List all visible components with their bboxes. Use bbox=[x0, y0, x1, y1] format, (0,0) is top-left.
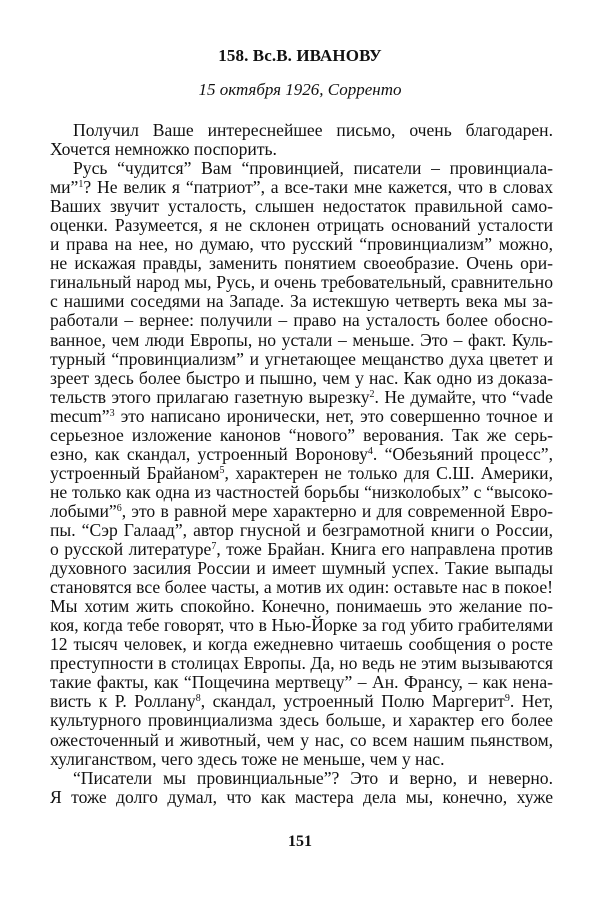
text-run: ожесточенный и животный, чем у нас, со всем нашим пьянством, bbox=[50, 729, 553, 750]
text-run: гинальный народ мы, Русь, и очень требовательный, сравнительно bbox=[50, 272, 553, 293]
text-line bbox=[50, 731, 553, 750]
text-line bbox=[50, 273, 553, 292]
text-line bbox=[50, 407, 553, 426]
text-line bbox=[50, 121, 553, 140]
text-run: культурного провинциализма здесь больше, и характер его более bbox=[50, 710, 553, 731]
text-run: о русской литературе bbox=[50, 539, 212, 560]
text-line-content bbox=[50, 483, 553, 502]
text-line-content bbox=[73, 121, 553, 140]
text-line bbox=[50, 540, 553, 559]
text-line bbox=[50, 559, 553, 578]
text-line-content bbox=[50, 788, 553, 807]
text-run: с нашими соседями на Западе. За истекшую четверть века мы за- bbox=[50, 291, 553, 312]
text-run: , тоже Брайан. Книга его направлена против bbox=[216, 539, 553, 560]
text-line-content bbox=[50, 597, 553, 616]
text-run: тельств этого прилагаю газетную вырезку bbox=[50, 386, 370, 407]
text-line-content bbox=[73, 769, 553, 788]
text-line bbox=[50, 178, 553, 197]
text-line-content bbox=[50, 616, 553, 635]
text-run: серьезное изложение канонов “нового” верования. Так же серь- bbox=[50, 424, 553, 445]
text-run: “Писатели мы провинциальные”? Это и верно, и неверно. bbox=[73, 767, 553, 788]
text-line bbox=[50, 350, 553, 369]
text-run: Русь “чудится” Вам “провинцией, писатели – провинциала- bbox=[73, 158, 553, 179]
text-run: , скандал, устроенный Полю Маргерит bbox=[200, 691, 505, 712]
letter-dateline: 15 октября 1926, Сорренто bbox=[198, 80, 402, 99]
text-line-content bbox=[50, 521, 553, 540]
letter-body bbox=[50, 121, 553, 807]
text-run: Мы хотим жить спокойно. Конечно, понимаешь это желание по- bbox=[50, 596, 553, 617]
text-run: ми” bbox=[50, 177, 79, 198]
text-line-content bbox=[50, 711, 553, 730]
text-line-content bbox=[50, 673, 553, 692]
text-line bbox=[50, 769, 553, 788]
text-run: коя, когда тебе говорят, что в Нью-Йорке за год убито грабителями bbox=[50, 615, 553, 636]
text-line bbox=[50, 235, 553, 254]
text-line-content bbox=[50, 654, 553, 673]
text-line bbox=[50, 369, 553, 388]
footnote-marker: 8 bbox=[195, 693, 201, 705]
footnote-marker: 5 bbox=[219, 464, 225, 476]
text-run: , это в равной мере характерно и для современной Евро- bbox=[121, 500, 553, 521]
text-line bbox=[50, 635, 553, 654]
text-line bbox=[50, 654, 553, 673]
text-run: . Нет, bbox=[509, 691, 553, 712]
text-line-content bbox=[50, 502, 553, 521]
text-line bbox=[50, 140, 553, 159]
text-line-content bbox=[50, 578, 553, 597]
text-line-content bbox=[50, 311, 553, 330]
text-run: становятся все более часты, а мотив их один: оставьте нас в покое! bbox=[50, 577, 553, 598]
text-line bbox=[50, 750, 553, 769]
text-line bbox=[50, 159, 553, 178]
text-line-content bbox=[50, 540, 553, 559]
text-run: Я тоже долго думал, что как мастера дела мы, конечно, хуже bbox=[50, 786, 553, 807]
text-run: пы. “Сэр Галаад”, автор гнусной и безграмотной книги о России, bbox=[50, 519, 553, 540]
text-line bbox=[50, 673, 553, 692]
footnote-marker: 3 bbox=[109, 407, 115, 419]
text-line bbox=[50, 216, 553, 235]
text-line bbox=[50, 521, 553, 540]
text-run: . Не думайте, что “vade bbox=[374, 386, 553, 407]
text-run: 12 тысяч человек, и когда ежедневно читаешь сообщения о росте bbox=[50, 634, 553, 655]
text-line-content bbox=[50, 369, 553, 388]
text-line bbox=[50, 711, 553, 730]
text-line bbox=[50, 692, 553, 711]
text-line bbox=[50, 578, 553, 597]
text-run: лобыми” bbox=[50, 500, 117, 521]
text-run: . “Обезьяний процесс”, bbox=[372, 443, 553, 464]
text-line bbox=[50, 331, 553, 350]
text-run: ванное, чем люди Европы, но устали – меньше. Это – факт. Куль- bbox=[50, 329, 553, 350]
text-line-content bbox=[50, 388, 553, 407]
page-number: 151 bbox=[288, 833, 312, 850]
text-line-content bbox=[50, 273, 553, 292]
text-run: не только как одна из частностей борьбы “низколобых” с “высоко- bbox=[50, 481, 553, 502]
text-run: зреет здесь более быстро и пышно, чем у нас. Как одно из доказа- bbox=[50, 367, 553, 388]
text-run: Хочется немножко поспорить. bbox=[50, 139, 277, 160]
text-line-content bbox=[50, 140, 553, 159]
text-run: работали – вернее: получили – право на усталость более обосно- bbox=[50, 310, 553, 331]
text-line-content bbox=[50, 692, 553, 711]
text-line bbox=[50, 597, 553, 616]
footnote-marker: 6 bbox=[116, 502, 122, 514]
text-line-content bbox=[50, 464, 553, 483]
text-run: такие факты, как “Пощечина мертвецу” – Ан. Франсу, – как нена- bbox=[50, 672, 553, 693]
text-run: езно, как скандал, устроенный Воронову bbox=[50, 443, 368, 464]
text-run: и права на нее, но думаю, что русский “провинциализм” можно, bbox=[50, 234, 553, 255]
text-line bbox=[50, 464, 553, 483]
text-line-content bbox=[50, 254, 553, 273]
text-run: не искажая правды, заменить понятием своеобразие. Очень ори- bbox=[50, 253, 553, 274]
text-line bbox=[50, 197, 553, 216]
footnote-marker: 9 bbox=[504, 693, 510, 705]
text-line-content bbox=[50, 178, 553, 197]
text-run: ? Не велик я “патриот”, а все-таки мне кажется, что в словах bbox=[83, 177, 553, 198]
text-line-content bbox=[50, 350, 553, 369]
text-line bbox=[50, 254, 553, 273]
text-line-content bbox=[50, 216, 553, 235]
text-line-content bbox=[50, 750, 553, 769]
text-run: турный “провинциализм” и угнетающее мещанство духа цветет и bbox=[50, 348, 553, 369]
text-line-content bbox=[50, 292, 553, 311]
text-run: Получил Ваше интереснейшее письмо, очень благодарен. bbox=[73, 120, 553, 140]
text-run: это написано иронически, нет, это совершенно точное и bbox=[114, 405, 553, 426]
text-run: преступности в столицах Европы. Да, но ведь не этим вызываются bbox=[50, 653, 553, 674]
text-line bbox=[50, 445, 553, 464]
text-run: , характерен не только для С.Ш. Америки, bbox=[224, 462, 553, 483]
text-run: устроенный Брайаном bbox=[50, 462, 220, 483]
text-line-content bbox=[50, 426, 553, 445]
footnote-marker: 7 bbox=[211, 541, 217, 553]
text-line-content bbox=[50, 559, 553, 578]
text-run: оценки. Разумеется, я не склонен отрицать оснований усталости bbox=[50, 215, 553, 236]
text-run: хулиганством, чего здесь тоже не меньше, чем у нас. bbox=[50, 748, 445, 769]
text-line bbox=[50, 502, 553, 521]
text-line bbox=[50, 292, 553, 311]
text-run: mecum” bbox=[50, 405, 110, 426]
text-line-content bbox=[50, 197, 553, 216]
text-line-content bbox=[50, 445, 553, 464]
text-line bbox=[50, 426, 553, 445]
text-line-content bbox=[50, 331, 553, 350]
text-line-content bbox=[50, 635, 553, 654]
footnote-marker: 2 bbox=[369, 388, 375, 400]
text-line bbox=[50, 616, 553, 635]
text-line bbox=[50, 788, 553, 807]
text-run: духовного засилия России и имеет шумный успех. Такие выпады bbox=[50, 558, 553, 579]
text-line bbox=[50, 483, 553, 502]
text-line-content bbox=[73, 159, 553, 178]
letter-heading: 158. Вс.В. ИВАНОВУ bbox=[218, 46, 382, 65]
text-line-content bbox=[50, 407, 553, 426]
footnote-marker: 4 bbox=[367, 445, 373, 457]
footnote-marker: 1 bbox=[78, 179, 84, 191]
text-line bbox=[50, 388, 553, 407]
text-run: Ваших звучит усталость, слышен недостаток правильной само- bbox=[50, 196, 553, 217]
text-run: висть к Р. Роллану bbox=[50, 691, 196, 712]
text-line-content bbox=[50, 731, 553, 750]
text-line-content bbox=[50, 235, 553, 254]
text-line bbox=[50, 311, 553, 330]
